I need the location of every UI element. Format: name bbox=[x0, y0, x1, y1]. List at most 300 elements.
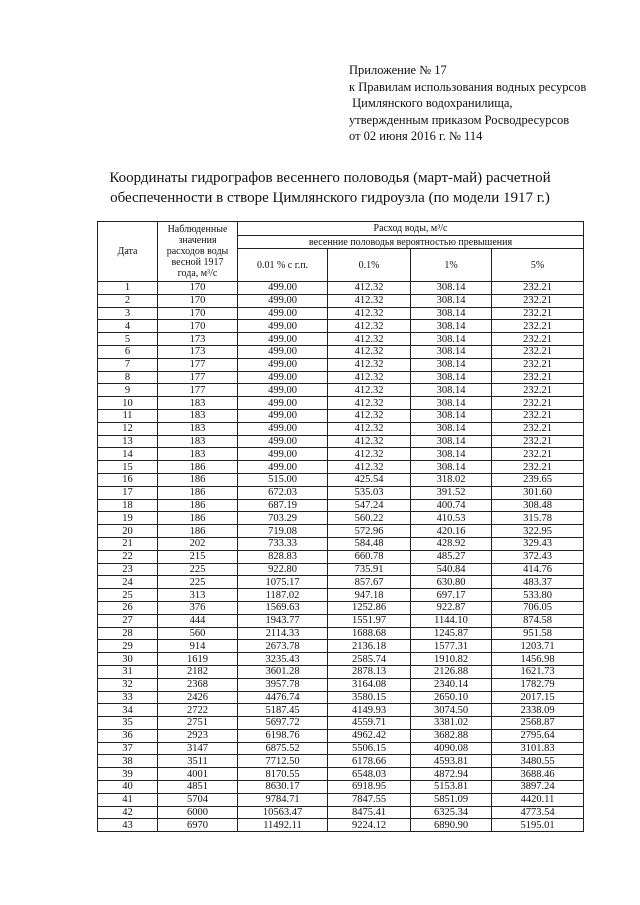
cell-date: 12 bbox=[98, 422, 158, 435]
cell-date: 36 bbox=[98, 729, 158, 742]
cell-date: 24 bbox=[98, 576, 158, 589]
cell-p1: 308.14 bbox=[411, 397, 492, 410]
cell-date: 25 bbox=[98, 589, 158, 602]
table-row bbox=[98, 563, 584, 576]
cell-p1: 308.14 bbox=[411, 384, 492, 397]
cell-p1: 1245.87 bbox=[411, 627, 492, 640]
cell-p001: 1569.63 bbox=[238, 601, 328, 614]
table-row bbox=[98, 576, 584, 589]
cell-p01: 1252.86 bbox=[328, 601, 411, 614]
cell-p1: 5153.81 bbox=[411, 781, 492, 794]
cell-p001: 2673.78 bbox=[238, 640, 328, 653]
title-line-1: Координаты гидрографов весеннего половодья (март-май) расчетной bbox=[109, 170, 551, 186]
cell-p1: 3381.02 bbox=[411, 717, 492, 730]
cell-p01: 412.32 bbox=[328, 422, 411, 435]
table-row bbox=[98, 448, 584, 461]
cell-p1: 6325.34 bbox=[411, 806, 492, 819]
cell-p5: 2568.87 bbox=[492, 717, 584, 730]
cell-p5: 372.43 bbox=[492, 550, 584, 563]
cell-p001: 499.00 bbox=[238, 358, 328, 371]
cell-date: 14 bbox=[98, 448, 158, 461]
cell-p1: 420.16 bbox=[411, 525, 492, 538]
cell-p1: 485.27 bbox=[411, 550, 492, 563]
cell-p01: 412.32 bbox=[328, 371, 411, 384]
cell-observed: 183 bbox=[158, 397, 238, 410]
header-flow-sub: весенние половодья вероятностью превышения bbox=[238, 236, 584, 249]
cell-p001: 8630.17 bbox=[238, 781, 328, 794]
cell-p5: 4420.11 bbox=[492, 793, 584, 806]
cell-observed: 376 bbox=[158, 601, 238, 614]
table-row bbox=[98, 537, 584, 550]
cell-p5: 232.21 bbox=[492, 448, 584, 461]
cell-date: 42 bbox=[98, 806, 158, 819]
table-row bbox=[98, 409, 584, 422]
cell-date: 1 bbox=[98, 282, 158, 295]
cell-p001: 1943.77 bbox=[238, 614, 328, 627]
cell-p1: 4872.94 bbox=[411, 768, 492, 781]
header-line: Приложение № 17 bbox=[349, 63, 447, 77]
table-row bbox=[98, 653, 584, 666]
cell-p01: 412.32 bbox=[328, 320, 411, 333]
cell-observed: 4001 bbox=[158, 768, 238, 781]
cell-date: 22 bbox=[98, 550, 158, 563]
cell-observed: 3511 bbox=[158, 755, 238, 768]
cell-p001: 7712.50 bbox=[238, 755, 328, 768]
cell-p01: 560.22 bbox=[328, 512, 411, 525]
table-row bbox=[98, 704, 584, 717]
cell-date: 30 bbox=[98, 653, 158, 666]
cell-p5: 232.21 bbox=[492, 409, 584, 422]
cell-p5: 1782.79 bbox=[492, 678, 584, 691]
cell-p5: 414.76 bbox=[492, 563, 584, 576]
cell-p001: 499.00 bbox=[238, 282, 328, 295]
cell-observed: 6970 bbox=[158, 819, 238, 832]
cell-p001: 499.00 bbox=[238, 320, 328, 333]
cell-observed: 186 bbox=[158, 461, 238, 474]
cell-p01: 412.32 bbox=[328, 345, 411, 358]
cell-p1: 318.02 bbox=[411, 473, 492, 486]
cell-p01: 535.03 bbox=[328, 486, 411, 499]
cell-observed: 313 bbox=[158, 589, 238, 602]
cell-p001: 499.00 bbox=[238, 333, 328, 346]
cell-date: 10 bbox=[98, 397, 158, 410]
cell-p001: 11492.11 bbox=[238, 819, 328, 832]
cell-p01: 425.54 bbox=[328, 473, 411, 486]
cell-p01: 6548.03 bbox=[328, 768, 411, 781]
cell-p1: 697.17 bbox=[411, 589, 492, 602]
cell-p5: 533.80 bbox=[492, 589, 584, 602]
cell-date: 28 bbox=[98, 627, 158, 640]
cell-p1: 308.14 bbox=[411, 358, 492, 371]
cell-date: 43 bbox=[98, 819, 158, 832]
cell-p001: 3601.28 bbox=[238, 665, 328, 678]
cell-p001: 499.00 bbox=[238, 435, 328, 448]
cell-date: 9 bbox=[98, 384, 158, 397]
title-line-2: обеспеченности в створе Цимлянского гидроузла (по модели 1917 г.) bbox=[110, 190, 550, 206]
cell-date: 33 bbox=[98, 691, 158, 704]
header-prob: 0.1% bbox=[328, 249, 411, 282]
cell-p1: 308.14 bbox=[411, 409, 492, 422]
cell-p01: 4559.71 bbox=[328, 717, 411, 730]
cell-p001: 3235.43 bbox=[238, 653, 328, 666]
cell-p001: 499.00 bbox=[238, 448, 328, 461]
table-row bbox=[98, 691, 584, 704]
cell-p1: 308.14 bbox=[411, 422, 492, 435]
cell-p5: 1456.98 bbox=[492, 653, 584, 666]
cell-p01: 8475.41 bbox=[328, 806, 411, 819]
cell-p001: 499.00 bbox=[238, 422, 328, 435]
cell-observed: 173 bbox=[158, 345, 238, 358]
cell-date: 13 bbox=[98, 435, 158, 448]
header-flow: Расход воды, м³/с bbox=[238, 222, 584, 236]
cell-p001: 499.00 bbox=[238, 294, 328, 307]
cell-date: 21 bbox=[98, 537, 158, 550]
cell-date: 23 bbox=[98, 563, 158, 576]
cell-p1: 2340.14 bbox=[411, 678, 492, 691]
header-prob: 0.01 % с г.п. bbox=[238, 249, 328, 282]
table-row bbox=[98, 717, 584, 730]
header-line: Цимлянского водохранилища, bbox=[349, 96, 513, 110]
cell-p1: 308.14 bbox=[411, 371, 492, 384]
table-row bbox=[98, 589, 584, 602]
cell-p5: 3688.46 bbox=[492, 768, 584, 781]
cell-p5: 3897.24 bbox=[492, 781, 584, 794]
cell-observed: 186 bbox=[158, 486, 238, 499]
cell-p5: 232.21 bbox=[492, 333, 584, 346]
cell-p001: 672.03 bbox=[238, 486, 328, 499]
cell-p5: 308.48 bbox=[492, 499, 584, 512]
cell-date: 39 bbox=[98, 768, 158, 781]
cell-p001: 6198.76 bbox=[238, 729, 328, 742]
cell-p001: 922.80 bbox=[238, 563, 328, 576]
cell-p5: 329.43 bbox=[492, 537, 584, 550]
cell-p5: 232.21 bbox=[492, 358, 584, 371]
cell-p01: 857.67 bbox=[328, 576, 411, 589]
table-row bbox=[98, 397, 584, 410]
cell-p1: 400.74 bbox=[411, 499, 492, 512]
cell-p01: 660.78 bbox=[328, 550, 411, 563]
table-row bbox=[98, 282, 584, 295]
header-line: утвержденным приказом Росводресурсов bbox=[349, 112, 570, 127]
header-line: к Правилам использования водных ресурсов bbox=[349, 79, 587, 94]
header-observed: Наблюденные значения расходов воды весной 1917 года, м³/с bbox=[158, 222, 238, 282]
cell-p5: 315.78 bbox=[492, 512, 584, 525]
cell-date: 16 bbox=[98, 473, 158, 486]
cell-p001: 9784.71 bbox=[238, 793, 328, 806]
cell-observed: 560 bbox=[158, 627, 238, 640]
table-row bbox=[98, 499, 584, 512]
cell-p01: 3580.15 bbox=[328, 691, 411, 704]
cell-p001: 719.08 bbox=[238, 525, 328, 538]
cell-observed: 3147 bbox=[158, 742, 238, 755]
cell-p1: 630.80 bbox=[411, 576, 492, 589]
cell-p1: 308.14 bbox=[411, 461, 492, 474]
cell-p5: 239.65 bbox=[492, 473, 584, 486]
cell-p1: 391.52 bbox=[411, 486, 492, 499]
table-row bbox=[98, 550, 584, 563]
cell-p001: 6875.52 bbox=[238, 742, 328, 755]
cell-p5: 2017.15 bbox=[492, 691, 584, 704]
table-row bbox=[98, 601, 584, 614]
cell-p1: 308.14 bbox=[411, 435, 492, 448]
cell-date: 32 bbox=[98, 678, 158, 691]
table-row bbox=[98, 627, 584, 640]
cell-p5: 3480.55 bbox=[492, 755, 584, 768]
cell-p1: 308.14 bbox=[411, 294, 492, 307]
cell-p001: 5697.72 bbox=[238, 717, 328, 730]
cell-p5: 4773.54 bbox=[492, 806, 584, 819]
table-row bbox=[98, 422, 584, 435]
hydrograph-table bbox=[97, 221, 584, 832]
cell-p5: 322.95 bbox=[492, 525, 584, 538]
cell-p5: 951.58 bbox=[492, 627, 584, 640]
header-date: Дата bbox=[98, 222, 158, 282]
header-prob: 5% bbox=[492, 249, 584, 282]
cell-p5: 2795.64 bbox=[492, 729, 584, 742]
cell-p01: 412.32 bbox=[328, 333, 411, 346]
cell-p001: 5187.45 bbox=[238, 704, 328, 717]
table-row bbox=[98, 320, 584, 333]
cell-date: 15 bbox=[98, 461, 158, 474]
cell-p01: 1688.68 bbox=[328, 627, 411, 640]
cell-date: 5 bbox=[98, 333, 158, 346]
table-row bbox=[98, 742, 584, 755]
cell-observed: 170 bbox=[158, 282, 238, 295]
table-row bbox=[98, 473, 584, 486]
cell-p001: 8170.55 bbox=[238, 768, 328, 781]
cell-p1: 428.92 bbox=[411, 537, 492, 550]
cell-p001: 499.00 bbox=[238, 345, 328, 358]
cell-date: 31 bbox=[98, 665, 158, 678]
cell-p01: 2878.13 bbox=[328, 665, 411, 678]
cell-observed: 177 bbox=[158, 371, 238, 384]
cell-p01: 412.32 bbox=[328, 294, 411, 307]
cell-date: 2 bbox=[98, 294, 158, 307]
cell-p5: 232.21 bbox=[492, 422, 584, 435]
cell-observed: 170 bbox=[158, 320, 238, 333]
cell-p001: 499.00 bbox=[238, 307, 328, 320]
cell-p01: 412.32 bbox=[328, 397, 411, 410]
table-row bbox=[98, 461, 584, 474]
header-prob: 1% bbox=[411, 249, 492, 282]
table-row bbox=[98, 307, 584, 320]
cell-p001: 499.00 bbox=[238, 409, 328, 422]
cell-p001: 499.00 bbox=[238, 371, 328, 384]
cell-p01: 6918.95 bbox=[328, 781, 411, 794]
cell-p01: 3164.08 bbox=[328, 678, 411, 691]
cell-observed: 6000 bbox=[158, 806, 238, 819]
cell-p001: 4476.74 bbox=[238, 691, 328, 704]
cell-date: 6 bbox=[98, 345, 158, 358]
cell-p001: 515.00 bbox=[238, 473, 328, 486]
cell-date: 7 bbox=[98, 358, 158, 371]
cell-p1: 540.84 bbox=[411, 563, 492, 576]
cell-p1: 308.14 bbox=[411, 333, 492, 346]
cell-p5: 232.21 bbox=[492, 371, 584, 384]
cell-observed: 186 bbox=[158, 473, 238, 486]
header-line: от 02 июня 2016 г. № 114 bbox=[349, 129, 483, 143]
cell-p1: 6890.90 bbox=[411, 819, 492, 832]
table-row bbox=[98, 819, 584, 832]
cell-p1: 308.14 bbox=[411, 345, 492, 358]
cell-observed: 202 bbox=[158, 537, 238, 550]
cell-observed: 2368 bbox=[158, 678, 238, 691]
cell-observed: 225 bbox=[158, 563, 238, 576]
cell-date: 35 bbox=[98, 717, 158, 730]
cell-p01: 412.32 bbox=[328, 409, 411, 422]
cell-p01: 1551.97 bbox=[328, 614, 411, 627]
cell-observed: 186 bbox=[158, 512, 238, 525]
cell-date: 3 bbox=[98, 307, 158, 320]
cell-p001: 499.00 bbox=[238, 461, 328, 474]
cell-p01: 4962.42 bbox=[328, 729, 411, 742]
cell-p01: 6178.66 bbox=[328, 755, 411, 768]
cell-p01: 412.32 bbox=[328, 461, 411, 474]
cell-p01: 5506.15 bbox=[328, 742, 411, 755]
document-title bbox=[80, 168, 580, 208]
cell-p5: 706.05 bbox=[492, 601, 584, 614]
cell-p01: 412.32 bbox=[328, 282, 411, 295]
cell-p01: 584.48 bbox=[328, 537, 411, 550]
table-row bbox=[98, 486, 584, 499]
cell-date: 38 bbox=[98, 755, 158, 768]
cell-observed: 4851 bbox=[158, 781, 238, 794]
cell-p1: 410.53 bbox=[411, 512, 492, 525]
cell-observed: 183 bbox=[158, 422, 238, 435]
cell-p1: 1577.31 bbox=[411, 640, 492, 653]
cell-observed: 173 bbox=[158, 333, 238, 346]
cell-p001: 499.00 bbox=[238, 384, 328, 397]
table-row bbox=[98, 678, 584, 691]
cell-observed: 183 bbox=[158, 448, 238, 461]
cell-date: 27 bbox=[98, 614, 158, 627]
cell-p01: 412.32 bbox=[328, 448, 411, 461]
cell-date: 4 bbox=[98, 320, 158, 333]
table-body bbox=[98, 282, 584, 832]
table-row bbox=[98, 512, 584, 525]
cell-date: 29 bbox=[98, 640, 158, 653]
cell-p5: 2338.09 bbox=[492, 704, 584, 717]
cell-p01: 412.32 bbox=[328, 307, 411, 320]
cell-p5: 232.21 bbox=[492, 282, 584, 295]
cell-observed: 186 bbox=[158, 525, 238, 538]
cell-p001: 1187.02 bbox=[238, 589, 328, 602]
cell-p01: 735.91 bbox=[328, 563, 411, 576]
cell-p5: 874.58 bbox=[492, 614, 584, 627]
cell-observed: 2722 bbox=[158, 704, 238, 717]
cell-p5: 3101.83 bbox=[492, 742, 584, 755]
cell-date: 18 bbox=[98, 499, 158, 512]
table-row bbox=[98, 806, 584, 819]
cell-date: 20 bbox=[98, 525, 158, 538]
cell-p001: 3957.78 bbox=[238, 678, 328, 691]
cell-p1: 308.14 bbox=[411, 448, 492, 461]
cell-p1: 308.14 bbox=[411, 282, 492, 295]
cell-date: 17 bbox=[98, 486, 158, 499]
cell-p001: 1075.17 bbox=[238, 576, 328, 589]
table-row bbox=[98, 358, 584, 371]
cell-observed: 2923 bbox=[158, 729, 238, 742]
table-row bbox=[98, 371, 584, 384]
cell-p5: 1621.73 bbox=[492, 665, 584, 678]
cell-p5: 483.37 bbox=[492, 576, 584, 589]
table-row bbox=[98, 345, 584, 358]
table-row bbox=[98, 294, 584, 307]
cell-observed: 2182 bbox=[158, 665, 238, 678]
cell-p5: 232.21 bbox=[492, 307, 584, 320]
cell-p01: 412.32 bbox=[328, 384, 411, 397]
cell-p1: 308.14 bbox=[411, 320, 492, 333]
cell-p5: 301.60 bbox=[492, 486, 584, 499]
table-row bbox=[98, 435, 584, 448]
cell-date: 40 bbox=[98, 781, 158, 794]
cell-p001: 10563.47 bbox=[238, 806, 328, 819]
cell-p1: 3074.50 bbox=[411, 704, 492, 717]
table-row bbox=[98, 614, 584, 627]
cell-p5: 232.21 bbox=[492, 461, 584, 474]
table-row bbox=[98, 768, 584, 781]
cell-p1: 4593.81 bbox=[411, 755, 492, 768]
cell-date: 34 bbox=[98, 704, 158, 717]
cell-p01: 9224.12 bbox=[328, 819, 411, 832]
cell-date: 11 bbox=[98, 409, 158, 422]
cell-date: 19 bbox=[98, 512, 158, 525]
cell-observed: 177 bbox=[158, 384, 238, 397]
table-row bbox=[98, 525, 584, 538]
cell-p01: 547.24 bbox=[328, 499, 411, 512]
cell-p5: 232.21 bbox=[492, 397, 584, 410]
cell-observed: 186 bbox=[158, 499, 238, 512]
cell-p01: 4149.93 bbox=[328, 704, 411, 717]
cell-p1: 922.87 bbox=[411, 601, 492, 614]
table-row bbox=[98, 729, 584, 742]
cell-p5: 232.21 bbox=[492, 384, 584, 397]
table-row bbox=[98, 384, 584, 397]
cell-observed: 183 bbox=[158, 409, 238, 422]
cell-observed: 177 bbox=[158, 358, 238, 371]
cell-p1: 2126.88 bbox=[411, 665, 492, 678]
cell-p001: 703.29 bbox=[238, 512, 328, 525]
cell-observed: 170 bbox=[158, 307, 238, 320]
cell-p5: 5195.01 bbox=[492, 819, 584, 832]
cell-date: 26 bbox=[98, 601, 158, 614]
table-row bbox=[98, 665, 584, 678]
cell-observed: 170 bbox=[158, 294, 238, 307]
appendix-header bbox=[349, 62, 586, 145]
cell-p01: 7847.55 bbox=[328, 793, 411, 806]
cell-observed: 444 bbox=[158, 614, 238, 627]
cell-p001: 733.33 bbox=[238, 537, 328, 550]
cell-p1: 1144.10 bbox=[411, 614, 492, 627]
cell-p01: 572.96 bbox=[328, 525, 411, 538]
cell-p1: 308.14 bbox=[411, 307, 492, 320]
cell-date: 8 bbox=[98, 371, 158, 384]
cell-p01: 2585.74 bbox=[328, 653, 411, 666]
cell-observed: 2751 bbox=[158, 717, 238, 730]
table-row bbox=[98, 640, 584, 653]
cell-p001: 499.00 bbox=[238, 397, 328, 410]
cell-p5: 232.21 bbox=[492, 435, 584, 448]
cell-p001: 2114.33 bbox=[238, 627, 328, 640]
cell-p1: 4090.08 bbox=[411, 742, 492, 755]
table-row bbox=[98, 333, 584, 346]
cell-date: 37 bbox=[98, 742, 158, 755]
cell-p01: 412.32 bbox=[328, 435, 411, 448]
cell-observed: 183 bbox=[158, 435, 238, 448]
cell-observed: 914 bbox=[158, 640, 238, 653]
cell-p1: 3682.88 bbox=[411, 729, 492, 742]
table-row bbox=[98, 793, 584, 806]
